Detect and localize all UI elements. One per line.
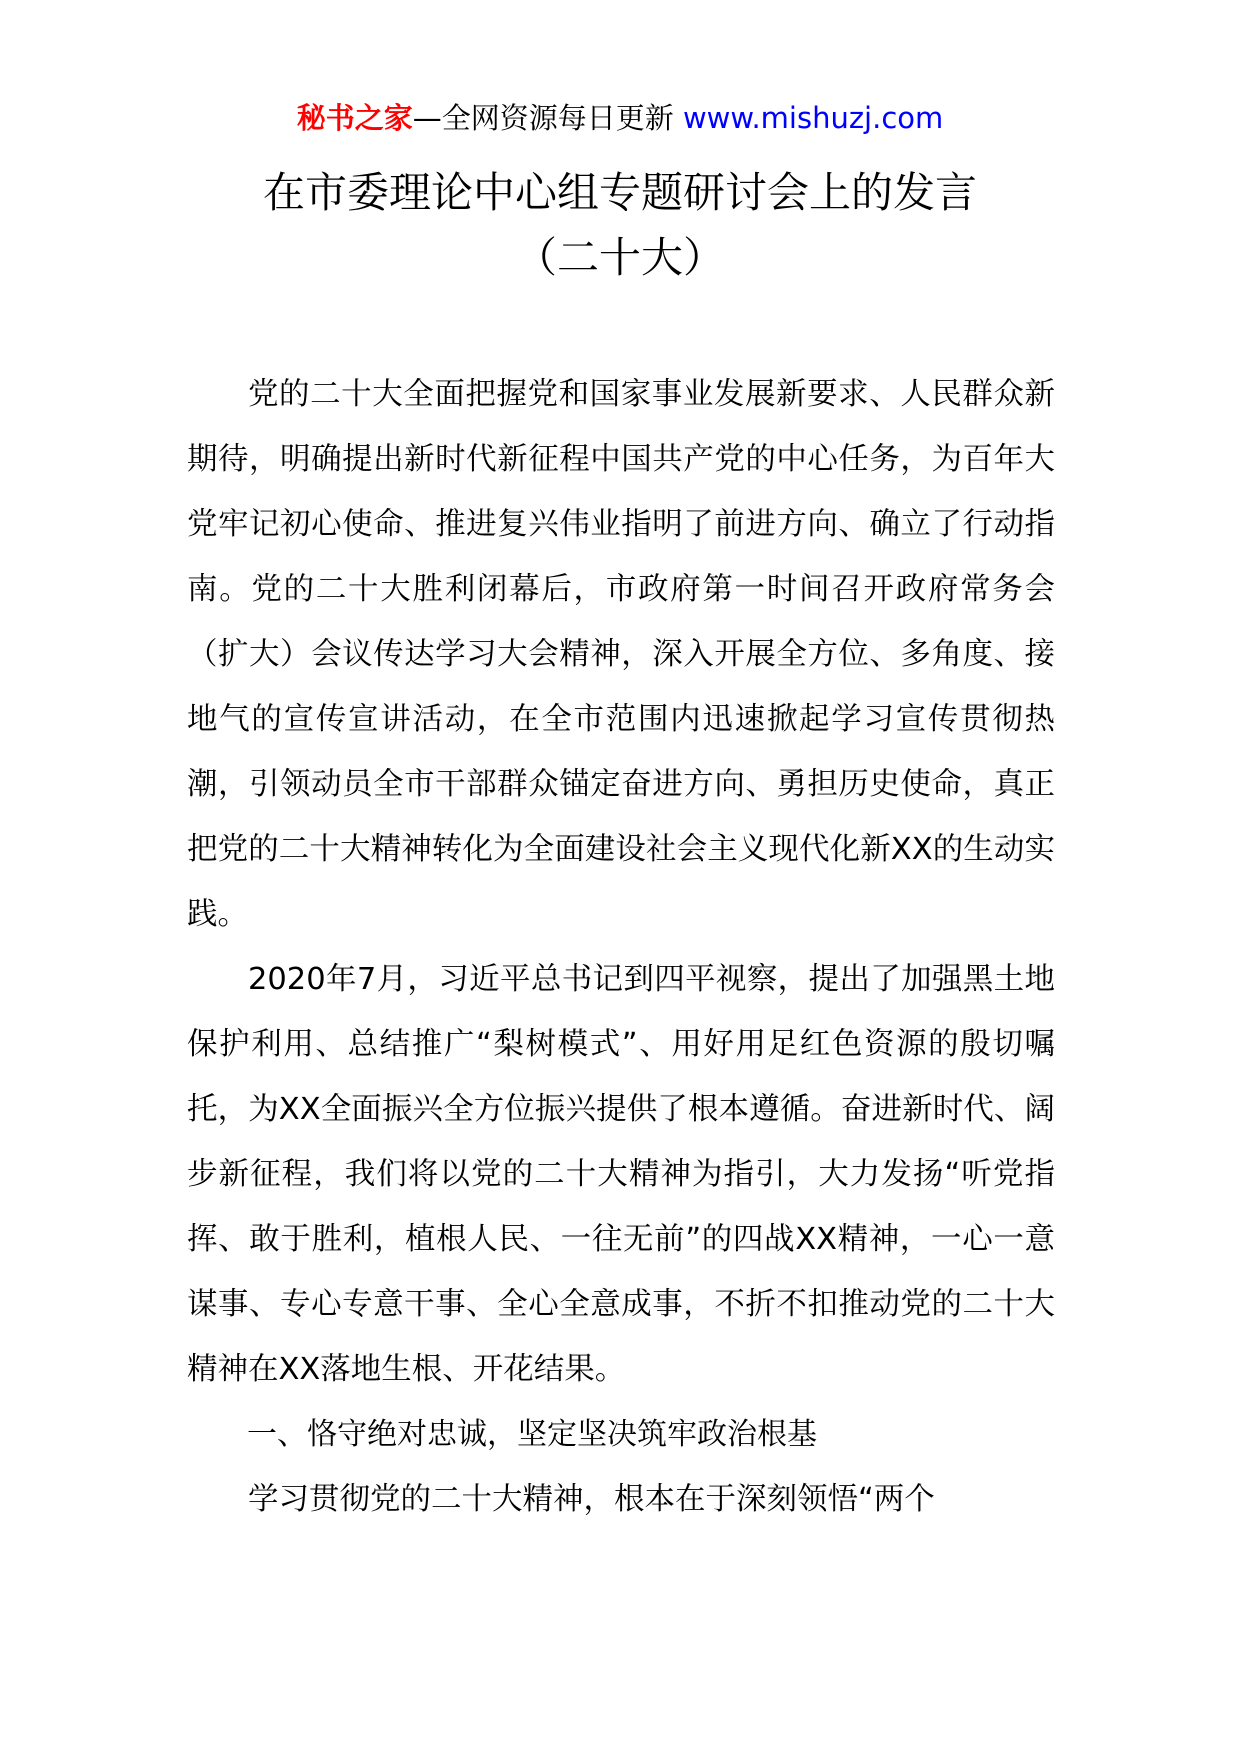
banner-tagline: —全网资源每日更新 [412, 101, 683, 135]
banner-site-link[interactable]: www.mishuzj.com [682, 101, 944, 135]
section-heading-1: 一、恪守绝对忠诚，坚定坚决筑牢政治根基 [247, 1417, 817, 1452]
banner-brand: 秘书之家 [296, 101, 413, 135]
paragraph-section-1: 学习贯彻党的二十大精神，根本在于深刻领悟“两个 [248, 1482, 935, 1517]
document-body [187, 362, 1055, 1532]
document-title: 在市委理论中心组专题研讨会上的发言 [262, 168, 977, 217]
document-subtitle: （二十大） [514, 233, 725, 282]
paragraph-second: 2020年7月，习近平总书记到四平视察，提出了加强黑土地保护利用、总结推广“梨树模式”、用好用足红色资源的殷切嘱托，为XX全面振兴全方位振兴提供了根本遵循。奋进新时代、阔步新征程，我们将以党的二十大精神为指引，大力发扬“听党指挥、敢于胜利，植根人民、一往无前”的四战XX精神，一心一意谋事、专心专意干事、全心全意成事，不折不扣推动党的二十大精神在XX落地生根、开花结果。 [187, 962, 1055, 1387]
header-banner [0, 98, 1240, 138]
paragraph-intro: 党的二十大全面把握党和国家事业发展新要求、人民群众新期待，明确提出新时代新征程中国共产党的中心任务，为百年大党牢记初心使命、推进复兴伟业指明了前进方向、确立了行动指南。党的二十大胜利闭幕后，市政府第一时间召开政府常务会（扩大）会议传达学习大会精神，深入开展全方位、多角度、接地气的宣传宣讲活动，在全市范围内迅速掀起学习宣传贯彻热潮，引领动员全市干部群众锚定奋进方向、勇担历史使命，真正把党的二十大精神转化为全面建设社会主义现代化新XX的生动实践。 [187, 377, 1055, 932]
